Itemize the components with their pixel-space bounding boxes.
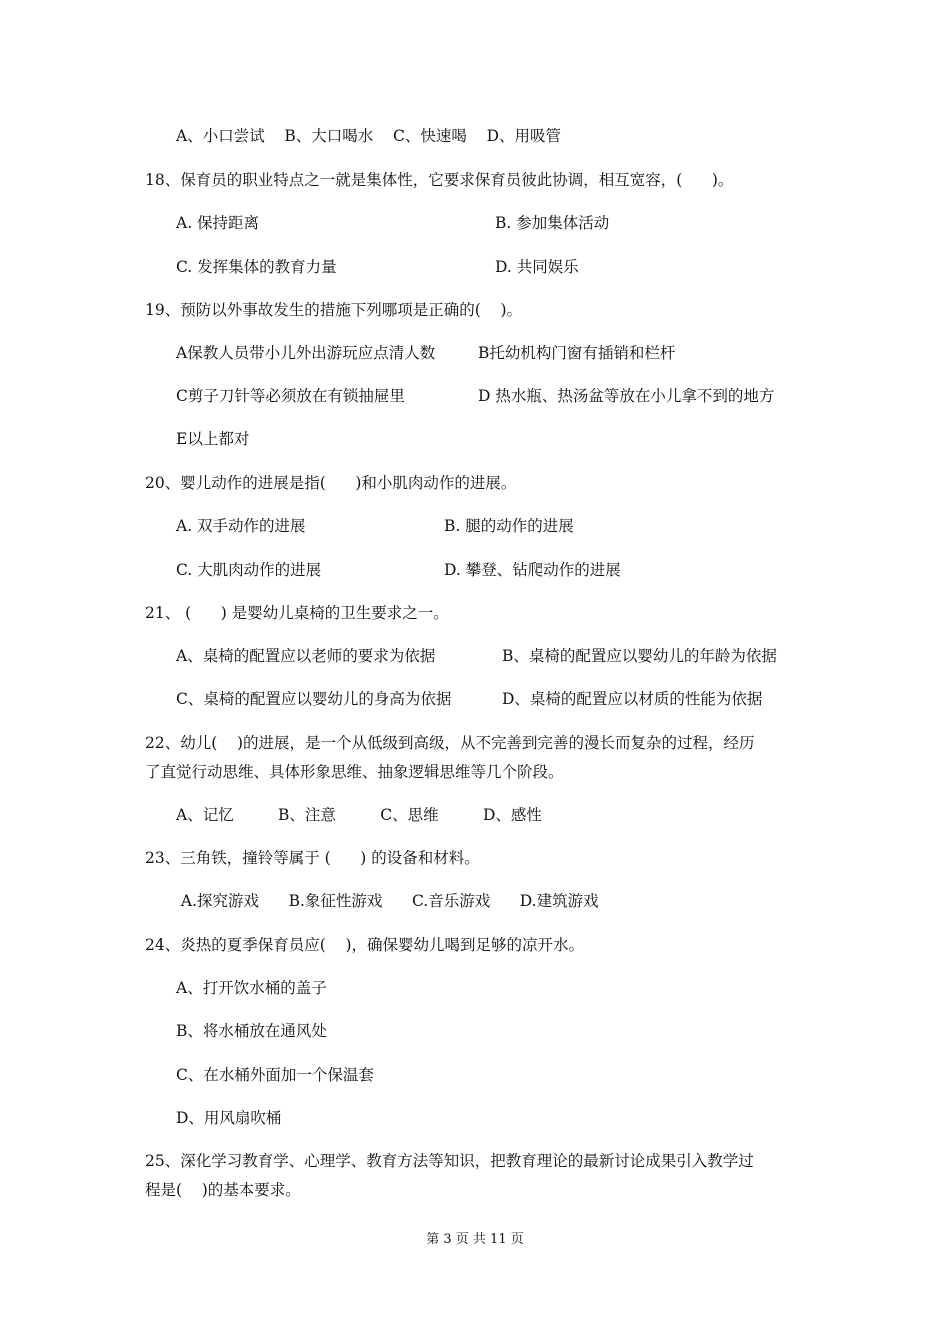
question-25-line-2: 程是( )的基本要求。 xyxy=(145,1181,301,1199)
q18-option-c: C. 发挥集体的教育力量 xyxy=(176,258,337,276)
q18-option-d: D. 共同娱乐 xyxy=(495,258,579,276)
question-20: 20、婴儿动作的进展是指( )和小肌肉动作的进展。 xyxy=(145,474,517,492)
q21-option-d: D、桌椅的配置应以材质的性能为依据 xyxy=(502,690,763,708)
q21-option-c: C、桌椅的配置应以婴幼儿的身高为依据 xyxy=(176,690,452,708)
question-24: 24、炎热的夏季保育员应( )，确保婴幼儿喝到足够的凉开水。 xyxy=(145,936,585,954)
q20-option-d: D. 攀登、钻爬动作的进展 xyxy=(444,561,621,579)
q21-option-a: A、桌椅的配置应以老师的要求为依据 xyxy=(176,647,436,665)
q21-option-b: B、桌椅的配置应以婴幼儿的年龄为依据 xyxy=(502,647,777,665)
q24-option-d: D、用风扇吹桶 xyxy=(176,1109,282,1127)
q22-options: A、记忆 B、注意 C、思维 D、感性 xyxy=(176,806,542,824)
q18-option-b: B. 参加集体活动 xyxy=(495,214,610,232)
q17-options: A、小口尝试 B、大口喝水 C、快速喝 D、用吸管 xyxy=(176,127,561,145)
q19-option-e: E以上都对 xyxy=(176,430,250,448)
question-19: 19、预防以外事故发生的措施下列哪项是正确的( )。 xyxy=(145,301,523,319)
question-18: 18、保育员的职业特点之一就是集体性，它要求保育员彼此协调，相互宽容，( )。 xyxy=(145,171,734,189)
q19-option-b: B托幼机构门窗有插销和栏杆 xyxy=(478,344,676,362)
q20-option-b: B. 腿的动作的进展 xyxy=(444,517,574,535)
question-22-line-1: 22、幼儿( )的进展，是一个从低级到高级，从不完善到完善的漫长而复杂的过程，经历 xyxy=(145,734,755,752)
q20-option-c: C. 大肌肉动作的进展 xyxy=(176,561,322,579)
q19-option-a: A保教人员带小儿外出游玩应点清人数 xyxy=(176,344,436,362)
question-23: 23、三角铁，撞铃等属于 ( ) 的设备和材料。 xyxy=(145,849,480,867)
page-footer: 第 3 页 共 11 页 xyxy=(426,1232,524,1247)
q24-option-a: A、打开饮水桶的盖子 xyxy=(176,979,327,997)
question-22-line-2: 了直觉行动思维、具体形象思维、抽象逻辑思维等几个阶段。 xyxy=(145,763,564,781)
q24-option-c: C、在水桶外面加一个保温套 xyxy=(176,1066,374,1084)
q18-option-a: A. 保持距离 xyxy=(176,214,260,232)
q19-option-c: C剪子刀针等必须放在有锁抽屉里 xyxy=(176,387,405,405)
q23-options: A.探究游戏 B.象征性游戏 C.音乐游戏 D.建筑游戏 xyxy=(176,892,599,910)
question-25-line-1: 25、深化学习教育学、心理学、教育方法等知识，把教育理论的最新讨论成果引入教学过 xyxy=(145,1152,754,1170)
q24-option-b: B、将水桶放在通风处 xyxy=(176,1022,327,1040)
q19-option-d: D 热水瓶、热汤盆等放在小儿拿不到的地方 xyxy=(478,387,775,405)
question-21: 21、 ( ) 是婴幼儿桌椅的卫生要求之一。 xyxy=(145,604,449,622)
q20-option-a: A. 双手动作的进展 xyxy=(176,517,306,535)
